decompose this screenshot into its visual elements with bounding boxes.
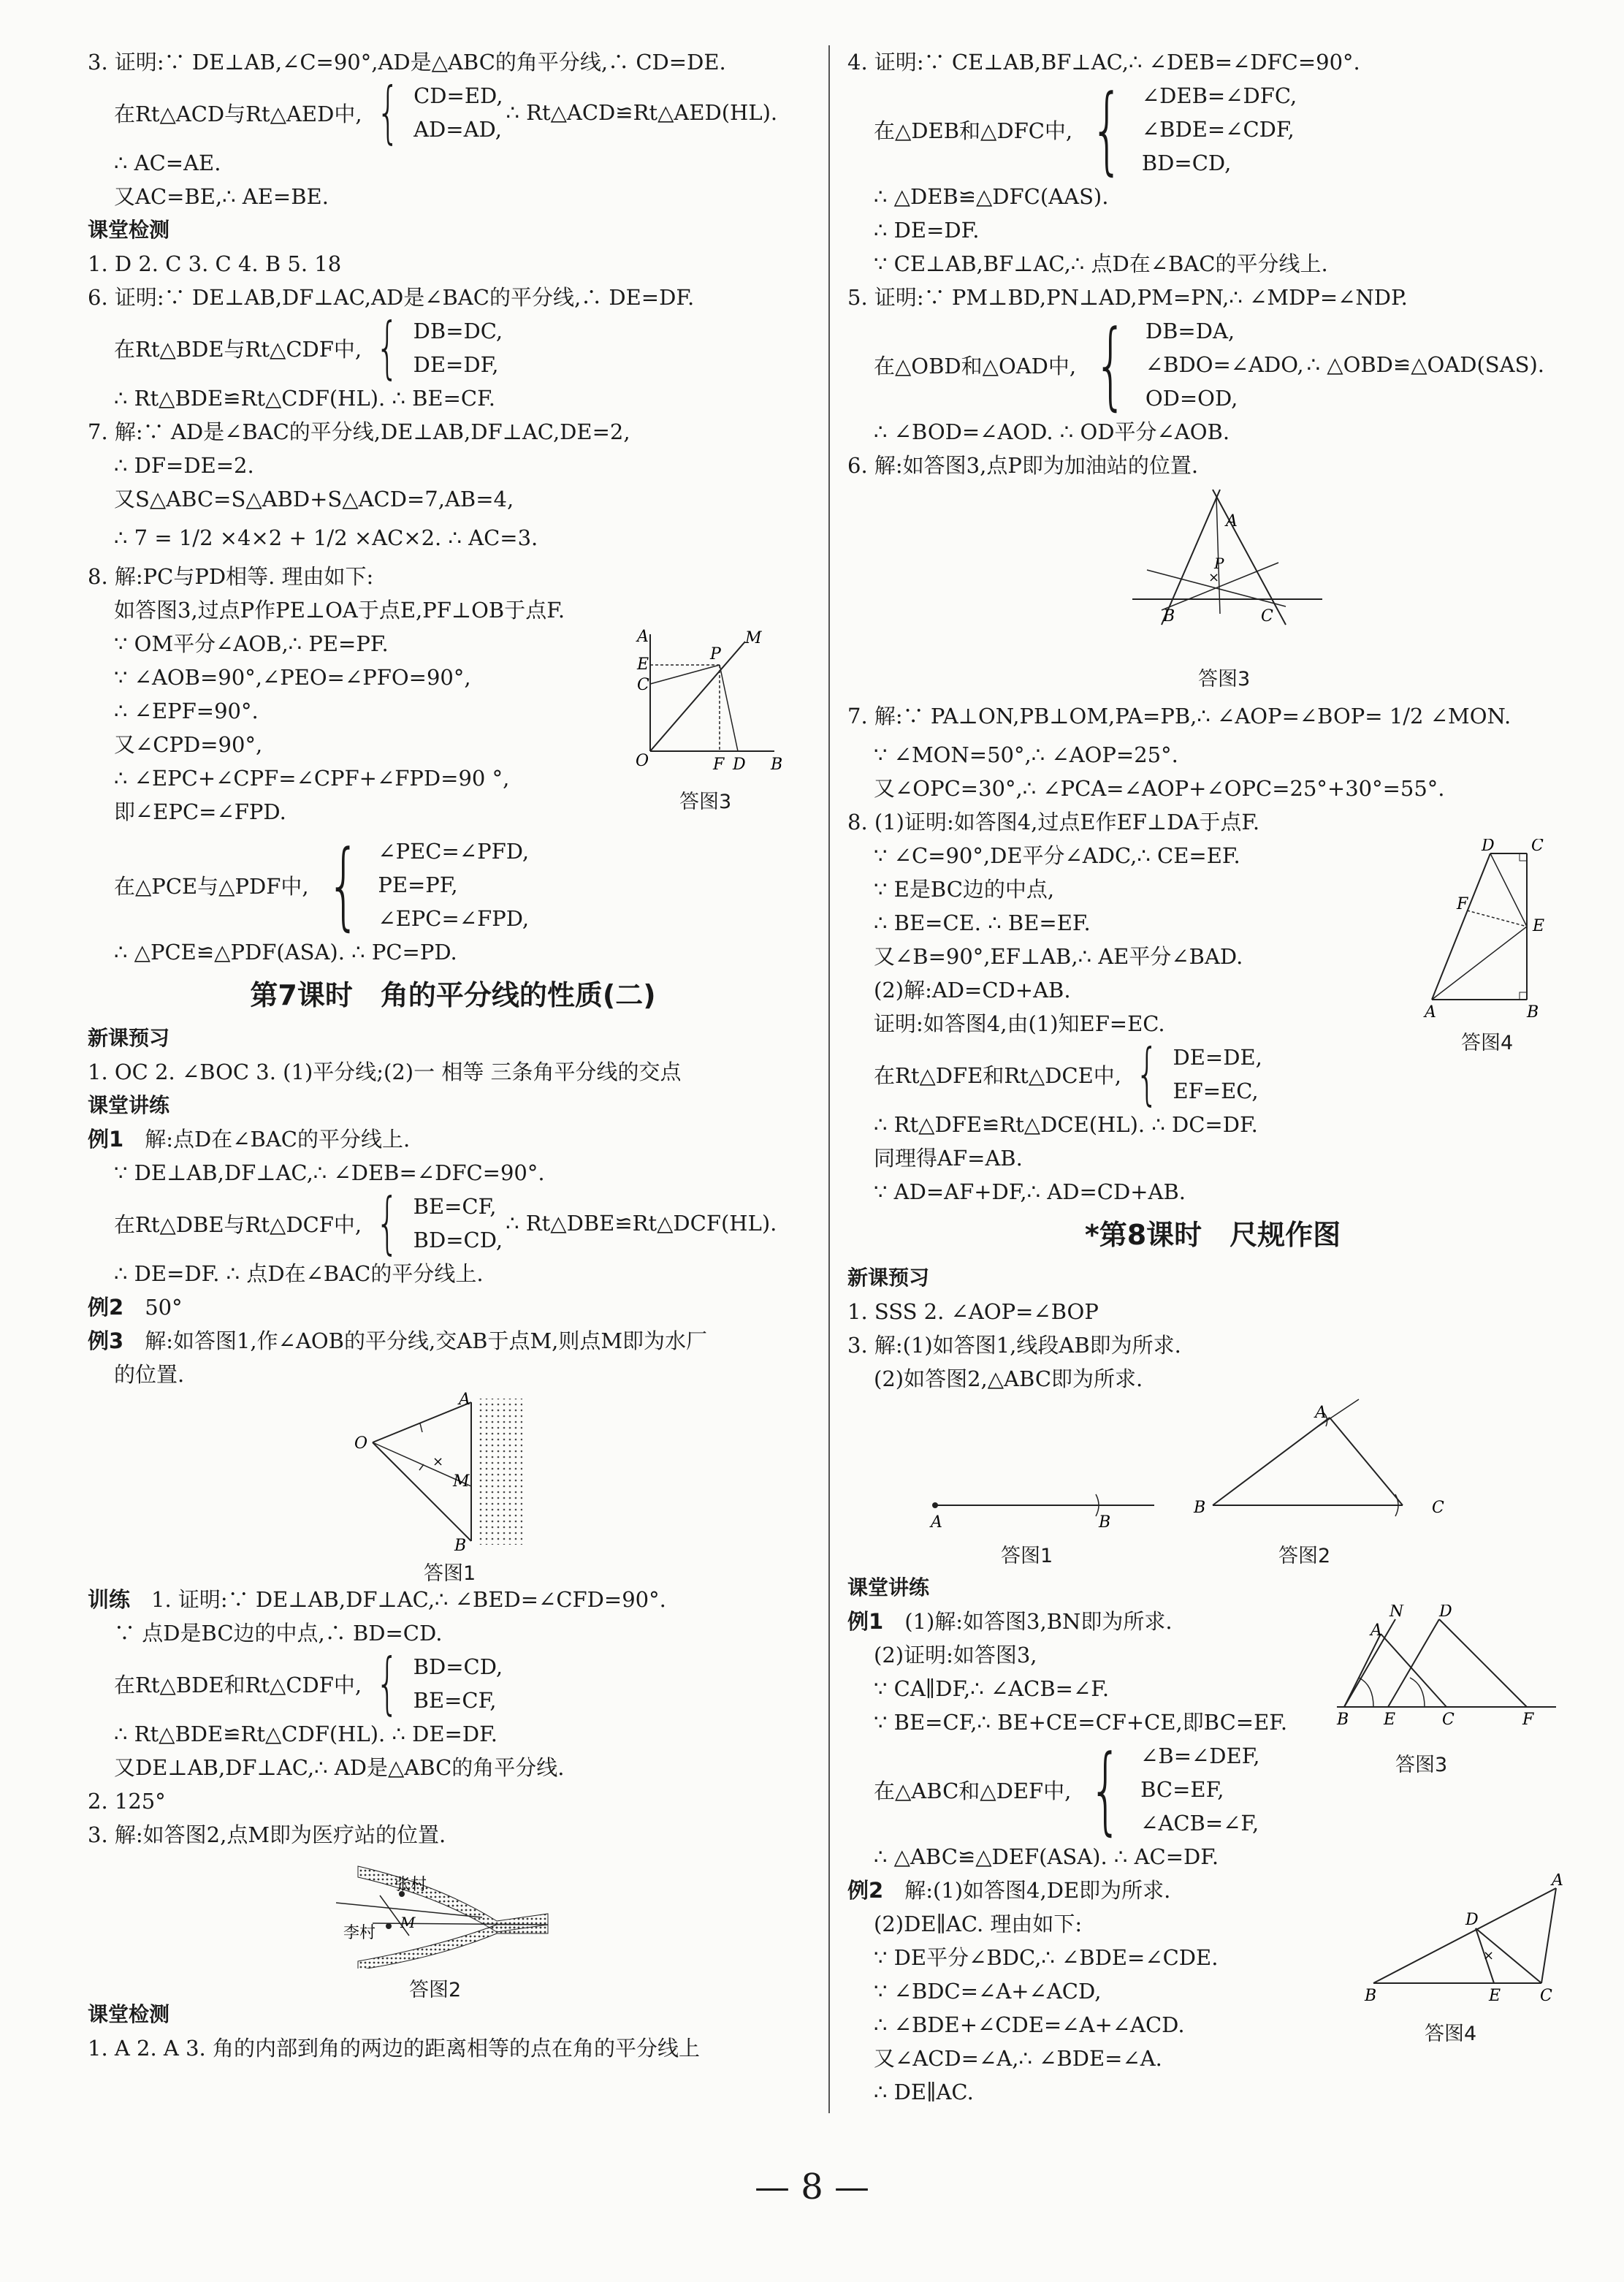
- svg-text:E: E: [1489, 1987, 1501, 2005]
- svg-text:B: B: [1163, 607, 1175, 625]
- svg-text:F: F: [713, 756, 725, 774]
- text-line: 7. 解:∵ PA⊥ON,PB⊥OM,PA=PB,∴ ∠AOP=∠BOP= 1/2 ∠MON.: [847, 704, 1511, 729]
- text-line: ∵ CA∥DF,∴ ∠ACB=∠F.: [874, 1676, 1110, 1701]
- text-line: ∴ DE=DF. ∴ 点D在∠BAC的平分线上.: [114, 1261, 484, 1286]
- svg-text:B: B: [454, 1537, 467, 1552]
- text-line: (2)如答图2,△ABC即为所求.: [874, 1366, 1143, 1391]
- text-line: ∴ △ABC≌△DEF(ASA). ∴ AC=DF.: [874, 1844, 1219, 1869]
- text-line: (2)证明:如答图3,: [874, 1643, 1037, 1667]
- answer-line: 2. 125°: [88, 1789, 166, 1814]
- text-line: 证明:如答图4,由(1)知EF=EC.: [874, 1011, 1165, 1036]
- svg-text:P: P: [1214, 555, 1224, 572]
- section-heading: 课堂讲练: [847, 1575, 930, 1600]
- svg-text:B: B: [1099, 1513, 1111, 1532]
- text-line: 3. 解:如答图2,点M即为医疗站的位置.: [88, 1822, 446, 1847]
- text-line: 7. 解:∵ AD是∠BAC的平分线,DE⊥AB,DF⊥AC,DE=2,: [88, 419, 630, 444]
- svg-text:D: D: [1482, 839, 1495, 855]
- example-label: 例2: [847, 1878, 884, 1903]
- text-line: 例2 50°: [88, 1295, 183, 1320]
- answer-line: 1. SSS 2. ∠AOP=∠BOP: [847, 1299, 1099, 1324]
- svg-text:F: F: [1522, 1711, 1534, 1729]
- svg-text:E: E: [1384, 1711, 1396, 1729]
- text-line: 即∠EPC=∠FPD.: [114, 799, 286, 824]
- text-line: 如答图3,过点P作PE⊥OA于点E,PF⊥OB于点F.: [114, 598, 565, 623]
- page-number: — 8 —: [754, 2167, 870, 2207]
- equation-system: 在△ABC和△DEF中, { ∠B=∠DEF, BC=EF, ∠ACB=∠F,: [874, 1734, 1260, 1845]
- svg-text:A: A: [1425, 1003, 1436, 1022]
- text-line: 6. 解:如答图3,点P即为加油站的位置.: [847, 453, 1199, 478]
- text-line: ∴ 7 = 1/2 ×4×2 + 1/2 ×AC×2. ∴ AC=3.: [114, 525, 538, 550]
- right-column: [847, 45, 1578, 2109]
- example-label: 例1: [88, 1127, 124, 1152]
- triangle-construction-diagram: [1183, 1396, 1476, 1534]
- figure-answer-3b-right: N A D B E C F 答图3: [1330, 1605, 1563, 1773]
- example-label: 例2: [88, 1295, 124, 1320]
- figure-answer-4-right: D C F E A B 答图4: [1417, 839, 1578, 1058]
- svg-text:N: N: [1389, 1605, 1404, 1621]
- text-line: ∴ ∠EPC+∠CPF=∠CPF+∠FPD=90 °,: [114, 766, 510, 791]
- example-label: 例1: [847, 1609, 884, 1634]
- text-line: ∵ ∠BDC=∠A+∠ACD,: [874, 1979, 1102, 2004]
- svg-text:A: A: [459, 1391, 470, 1409]
- text-line: 同理得AF=AB.: [874, 1146, 1023, 1171]
- figure-answer-4b-right: × A D B E C 答图4: [1359, 1874, 1578, 2049]
- text-line: ∴ DE∥AC.: [874, 2080, 974, 2104]
- text-line: ∴ ∠EPF=90°.: [114, 699, 259, 723]
- text-line: 又S△ABC=S△ABD+S△ACD=7,AB=4,: [114, 487, 514, 511]
- svg-text:A: A: [1552, 1874, 1563, 1890]
- text-line: ∴ ∠BOD=∠AOD. ∴ OD平分∠AOB.: [874, 419, 1230, 444]
- text-line: ∴ Rt△BDE≌Rt△CDF(HL). ∴ DE=DF.: [114, 1722, 498, 1746]
- text-line: ∵ BE=CF,∴ BE+CE=CF+CE,即BC=EF.: [874, 1710, 1288, 1735]
- segment-diagram: [920, 1396, 1169, 1534]
- svg-text:A: A: [637, 628, 649, 646]
- section-heading: 新课预习: [847, 1266, 930, 1290]
- figure-answer-3-left: A E C O P M F D B 答图3: [628, 627, 804, 810]
- svg-text:B: B: [1337, 1711, 1349, 1729]
- equation-system: 在Rt△DBE与Rt△DCF中, { BE=CF, BD=CD, ∴ Rt△DBE≌Rt△DCF(HL).: [114, 1184, 777, 1262]
- text-line: ∵ AD=AF+DF,∴ AD=CD+AB.: [874, 1179, 1186, 1204]
- construction-figures: [847, 1396, 1578, 1571]
- figure-answer-2-left: M 张村 李村 答图2: [329, 1852, 818, 1998]
- text-line: 4. 证明:∵ CE⊥AB,BF⊥AC,∴ ∠DEB=∠DFC=90°.: [847, 50, 1360, 75]
- svg-text:O: O: [354, 1434, 368, 1453]
- trapezoid-diagram: [1417, 839, 1578, 1022]
- text-line: 5. 证明:∵ PM⊥BD,PN⊥AD,PM=PN,∴ ∠MDP=∠NDP.: [847, 285, 1408, 310]
- svg-text:张村: 张村: [394, 1876, 427, 1894]
- text-line: 又∠B=90°,EF⊥AB,∴ AE平分∠BAD.: [874, 944, 1243, 969]
- svg-text:M: M: [400, 1914, 416, 1931]
- q8-right-block: [847, 839, 1578, 1054]
- svg-text:A: A: [1226, 512, 1238, 530]
- svg-text:E: E: [637, 655, 649, 674]
- column-divider: [828, 45, 830, 2113]
- equation-system: 在Rt△ACD与Rt△AED中, { CD=ED, AD=AD, ∴ Rt△ACD≌Rt△AED(HL).: [114, 73, 778, 151]
- svg-text:A: A: [1371, 1621, 1382, 1640]
- example2-block: [847, 1874, 1578, 2109]
- answer-line: 1. D 2. C 3. C 4. B 5. 18: [88, 251, 342, 276]
- svg-text:C: C: [637, 676, 649, 694]
- text-line: ∵ OM平分∠AOB,∴ PE=PF.: [114, 631, 389, 656]
- svg-text:×: ×: [432, 1454, 444, 1469]
- svg-text:M: M: [745, 629, 762, 647]
- water-plant-diagram: [351, 1391, 555, 1552]
- text-line: (2)DE∥AC. 理由如下:: [874, 1912, 1083, 1936]
- section-heading: 课堂讲练: [88, 1093, 170, 1117]
- svg-text:A: A: [931, 1513, 942, 1532]
- answer-line: 1. OC 2. ∠BOC 3. (1)平分线;(2)一 相等 三条角平分线的交点: [88, 1060, 682, 1084]
- text-line: ∴ DF=DE=2.: [114, 453, 254, 478]
- angle-bisector-diagram: [628, 627, 804, 780]
- text-line: ∵ DE平分∠BDC,∴ ∠BDE=∠CDE.: [874, 1945, 1219, 1970]
- text-line: 例1 (1)解:如答图3,BN即为所求.: [847, 1609, 1173, 1634]
- svg-text:D: D: [1465, 1911, 1479, 1929]
- svg-text:B: B: [771, 756, 783, 774]
- section-heading: 课堂检测: [88, 218, 170, 242]
- text-line: 又∠CPD=90°,: [114, 732, 263, 757]
- text-line: ∵ ∠MON=50°,∴ ∠AOP=25°.: [874, 742, 1178, 767]
- svg-text:B: B: [1194, 1499, 1206, 1517]
- svg-text:D: D: [733, 756, 746, 774]
- text-line: 8. (1)证明:如答图4,过点E作EF⊥DA于点F.: [847, 810, 1260, 834]
- text-line: ∵ CE⊥AB,BF⊥AC,∴ 点D在∠BAC的平分线上.: [874, 251, 1328, 276]
- text-line: ∴ △PCE≌△PDF(ASA). ∴ PC=PD.: [114, 940, 457, 965]
- equation-system: 在Rt△BDE与Rt△CDF中, { DB=DC, DE=DF,: [114, 308, 503, 387]
- congruent-triangles-diagram: [1330, 1605, 1563, 1743]
- lesson-title: 第7课时 角的平分线的性质(二): [250, 979, 656, 1011]
- text-line: ∵ 点D是BC边的中点,∴ BD=CD.: [114, 1621, 443, 1646]
- svg-text:C: C: [1540, 1987, 1552, 2005]
- svg-text:×: ×: [1483, 1948, 1495, 1963]
- text-line: 例3 解:如答图1,作∠AOB的平分线,交AB于点M,则点M即为水厂: [88, 1328, 708, 1353]
- lesson-title: *第8课时 尺规作图: [1084, 1219, 1341, 1251]
- svg-text:李村: 李村: [343, 1924, 376, 1942]
- svg-text:F: F: [1457, 895, 1468, 913]
- text-line: ∵ ∠AOB=90°,∠PEO=∠PFO=90°,: [114, 665, 471, 690]
- equation-system: 在△OBD和△OAD中, { DB=DA, ∠BDO=∠ADO, OD=OD, ∴ △OBD≌△OAD(SAS).: [874, 309, 1544, 420]
- equation-system: 在△PCE与△PDF中, { ∠PEC=∠PFD, PE=PF, ∠EPC=∠FPD,: [114, 829, 530, 940]
- text-line: ∴ AC=AE.: [114, 151, 221, 175]
- text-line: ∴ DE=DF.: [874, 218, 980, 243]
- parallel-line-diagram: [1359, 1874, 1578, 2012]
- section-heading: 新课预习: [88, 1026, 170, 1050]
- example1-block: [847, 1605, 1578, 1776]
- svg-text:E: E: [1533, 917, 1545, 935]
- svg-text:B: B: [1527, 1003, 1539, 1022]
- left-column: [88, 45, 818, 2065]
- text-line: ∵ E是BC边的中点,: [874, 877, 1055, 902]
- clinic-location-diagram: [329, 1852, 563, 1969]
- text-line: ∴ △DEB≌△DFC(AAS).: [874, 184, 1109, 209]
- gas-station-diagram: [1118, 482, 1337, 658]
- svg-text:C: C: [1442, 1711, 1455, 1729]
- q8-block: [88, 627, 818, 829]
- svg-text:B: B: [1365, 1987, 1377, 2005]
- text-line: ∴ BE=CE. ∴ BE=EF.: [874, 910, 1091, 935]
- equation-system: 在Rt△BDE和Rt△CDF中, { BD=CD, BE=CF,: [114, 1644, 503, 1722]
- text-line: 又AC=BE,∴ AE=BE.: [114, 184, 329, 209]
- text-line: 又DE⊥AB,DF⊥AC,∴ AD是△ABC的角平分线.: [114, 1755, 565, 1780]
- training-label: 训练: [88, 1587, 131, 1612]
- text-line: 8. 解:PC与PD相等. 理由如下:: [88, 564, 374, 589]
- svg-text:C: C: [1261, 607, 1273, 625]
- equation-system: 在Rt△DFE和Rt△DCE中, { DE=DE, EF=EC,: [874, 1035, 1262, 1113]
- figure-answer-3-right: × A P B C 答图3: [1118, 482, 1578, 694]
- svg-text:C: C: [1531, 839, 1544, 855]
- text-line: ∵ DE⊥AB,DF⊥AC,∴ ∠DEB=∠DFC=90°.: [114, 1160, 545, 1185]
- text-line: ∴ Rt△DFE≌Rt△DCE(HL). ∴ DC=DF.: [874, 1112, 1258, 1137]
- text-line: ∴ ∠BDE+∠CDE=∠A+∠ACD.: [874, 2012, 1185, 2037]
- example-label: 例3: [88, 1328, 124, 1353]
- equation-system: 在△DEB和△DFC中, { ∠DEB=∠DFC, ∠BDE=∠CDF, BD=CD,: [874, 74, 1297, 185]
- figure-answer-1-right: A B 答图1: [920, 1396, 1183, 1571]
- svg-text:D: D: [1439, 1605, 1452, 1621]
- text-line: ∵ ∠C=90°,DE平分∠ADC,∴ CE=EF.: [874, 843, 1240, 868]
- answer-line: 1. A 2. A 3. 角的内部到角的两边的距离相等的点在角的平分线上: [88, 2036, 700, 2061]
- text-line: 又∠OPC=30°,∴ ∠PCA=∠AOP+∠OPC=25°+30°=55°.: [874, 776, 1445, 801]
- text-line: 训练 1. 证明:∵ DE⊥AB,DF⊥AC,∴ ∠BED=∠CFD=90°.: [88, 1587, 666, 1612]
- text-line: 3. 解:(1)如答图1,线段AB即为所求.: [847, 1333, 1181, 1358]
- svg-text:M: M: [453, 1472, 470, 1491]
- text-line: 6. 证明:∵ DE⊥AB,DF⊥AC,AD是∠BAC的平分线,∴ DE=DF.: [88, 285, 695, 310]
- section-heading: 课堂检测: [88, 2002, 170, 2026]
- text-line: 例2 解:(1)如答图4,DE即为所求.: [847, 1878, 1171, 1903]
- text-line: 的位置.: [114, 1362, 185, 1387]
- svg-text:×: ×: [1208, 570, 1220, 585]
- svg-text:C: C: [1432, 1499, 1444, 1517]
- figure-answer-1-left: × O A M B 答图1: [351, 1391, 818, 1583]
- svg-text:P: P: [710, 645, 721, 663]
- svg-text:O: O: [636, 752, 649, 770]
- figure-answer-2-right: A B C 答图2: [1183, 1396, 1490, 1571]
- text-line: (2)解:AD=CD+AB.: [874, 978, 1071, 1003]
- text-line: 3. 证明:∵ DE⊥AB,∠C=90°,AD是△ABC的角平分线,∴ CD=DE.: [88, 50, 726, 75]
- text-line: ∴ Rt△BDE≌Rt△CDF(HL). ∴ BE=CF.: [114, 386, 495, 411]
- svg-text:A: A: [1315, 1404, 1327, 1422]
- text-line: 例1 解:点D在∠BAC的平分线上.: [88, 1127, 411, 1152]
- text-line: 又∠ACD=∠A,∴ ∠BDE=∠A.: [874, 2046, 1162, 2071]
